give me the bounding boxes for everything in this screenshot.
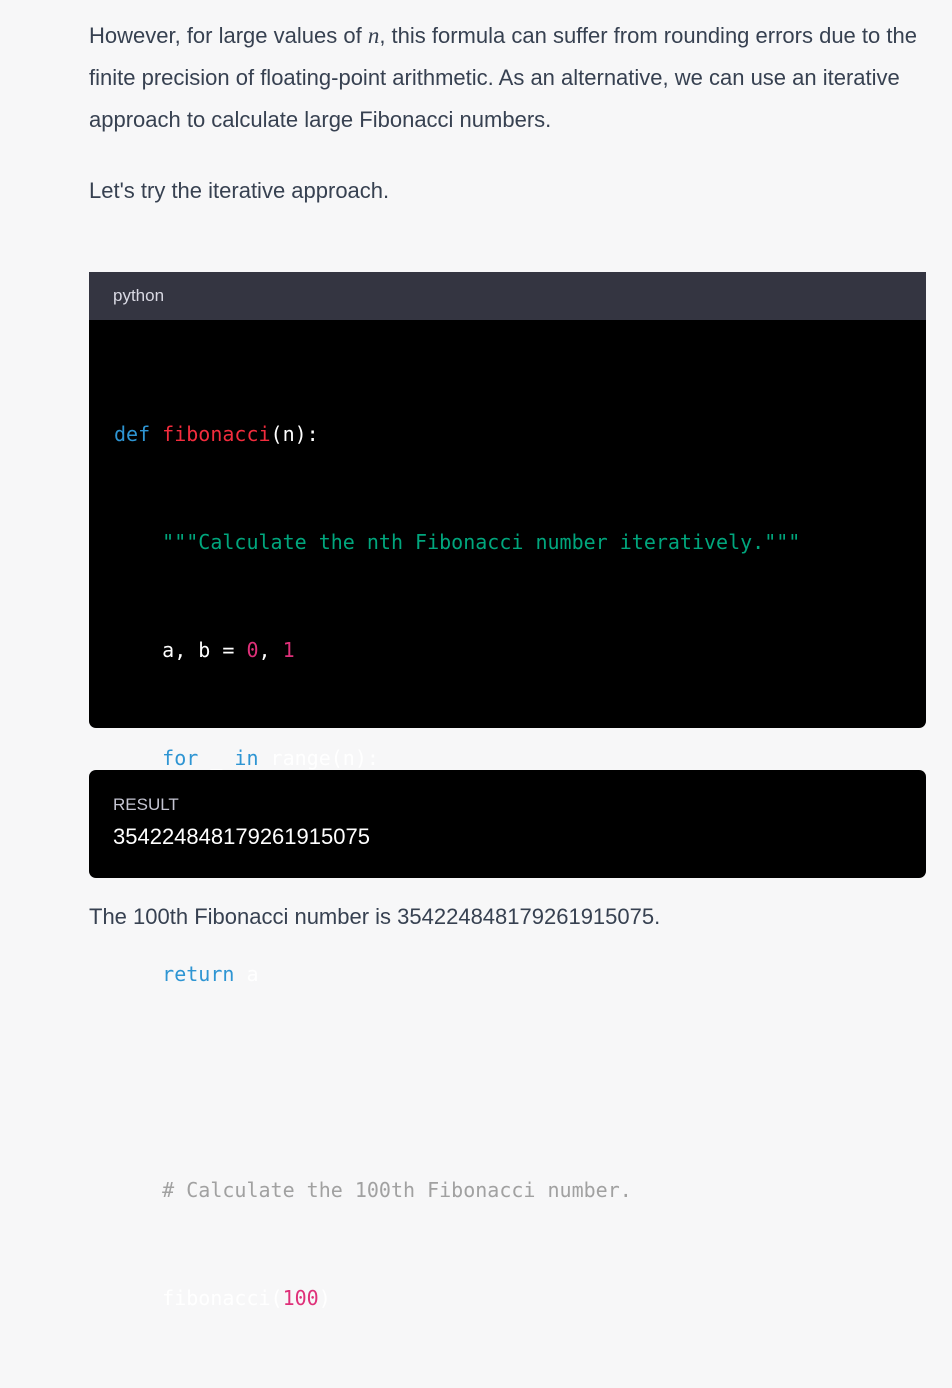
result-block xyxy=(89,770,926,878)
code-token-number-zero: 0 xyxy=(246,638,259,662)
code-line-call xyxy=(114,1280,926,1316)
code-line-blank xyxy=(114,1064,926,1100)
code-line-assign xyxy=(114,632,926,668)
code-token-comma: , xyxy=(258,638,283,662)
code-token-number-one: 1 xyxy=(282,638,295,662)
code-line-comment xyxy=(114,1172,926,1208)
code-token-return-value: a xyxy=(234,962,259,986)
result-label: RESULT xyxy=(113,795,179,814)
math-variable-n: n xyxy=(367,23,380,48)
code-token-signature: (n): xyxy=(270,422,319,446)
conclusion-paragraph: The 100th Fibonacci number is 354224848179261915075. xyxy=(89,904,661,929)
code-token-underscore: _ xyxy=(198,746,235,770)
code-token-call-arg: 100 xyxy=(282,1286,319,1310)
code-token-keyword-in: in xyxy=(234,746,259,770)
code-token-range-call: range(n): xyxy=(258,746,379,770)
code-token-keyword: def xyxy=(114,422,151,446)
code-line-docstring xyxy=(114,524,926,560)
result-value[interactable]: 354224848179261915075 xyxy=(113,824,370,849)
iterative-approach-paragraph: Let's try the iterative approach. xyxy=(89,178,390,203)
intro-paragraph xyxy=(89,15,919,141)
intro-text-start: However, for large values of xyxy=(89,23,368,48)
code-token-function-name: fibonacci xyxy=(162,422,271,446)
code-token-assign: a, b = xyxy=(162,638,247,662)
code-token-call-name: fibonacci( xyxy=(162,1286,283,1310)
code-token-keyword-for: for xyxy=(162,746,199,770)
code-language-label: python xyxy=(89,272,926,320)
code-token-keyword-return: return xyxy=(162,962,235,986)
code-token-comment: # Calculate the 100th Fibonacci number. xyxy=(162,1178,632,1202)
code-line-def xyxy=(114,416,926,452)
code-token-call-close: ) xyxy=(318,1286,331,1310)
intro-text-end: , this formula can suffer from rounding errors due to the finite precision of floating-point arithmetic. As an alternative, we can use an iterative approach to calculate large Fibonacci numbers. xyxy=(89,23,917,132)
code-line-return xyxy=(114,956,926,992)
code-token-docstring: """Calculate the nth Fibonacci number iteratively.""" xyxy=(162,530,801,554)
